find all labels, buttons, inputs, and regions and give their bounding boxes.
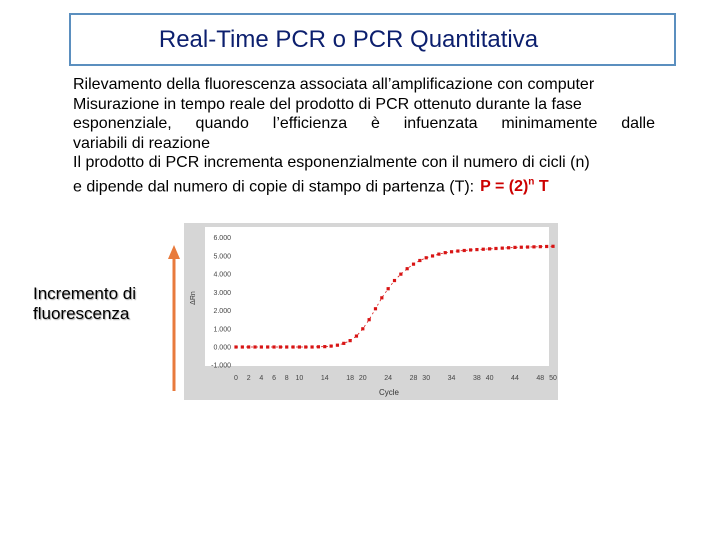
x-tick-label: 40 xyxy=(485,375,494,382)
body-line-5: Il prodotto di PCR incrementa esponenzialmente con il numero di cicli (n) xyxy=(73,154,590,172)
x-tick-label: 24 xyxy=(384,375,393,382)
amplification-chart xyxy=(184,223,558,400)
x-tick-label: 10 xyxy=(295,375,304,382)
data-point xyxy=(399,273,402,276)
x-tick-label: 20 xyxy=(358,375,367,382)
fluorescence-arrow-icon xyxy=(165,243,183,393)
y-tick-label: 3.000 xyxy=(213,289,231,297)
data-point xyxy=(310,345,313,348)
x-tick-label: 6 xyxy=(272,375,276,382)
data-point xyxy=(406,267,409,270)
data-point xyxy=(323,345,326,348)
data-point xyxy=(361,327,364,330)
data-point xyxy=(291,345,294,348)
data-point xyxy=(545,245,548,248)
x-tick-label: 30 xyxy=(422,375,431,382)
data-point xyxy=(513,246,516,249)
x-tick-label: 48 xyxy=(536,375,545,382)
x-tick-label: 0 xyxy=(234,375,238,382)
data-point xyxy=(450,250,453,253)
y-axis-label: ΔRn xyxy=(190,291,197,305)
y-caption-line-1: Incremento di xyxy=(33,284,136,303)
data-point xyxy=(444,251,447,254)
body-line-4: variabili di reazione xyxy=(73,134,210,152)
y-tick-label: 0.000 xyxy=(213,344,231,352)
data-point xyxy=(425,256,428,259)
data-point xyxy=(526,245,529,248)
data-point xyxy=(368,318,371,321)
slide-title: Real-Time PCR o PCR Quantitativa xyxy=(158,25,539,53)
x-tick-label: 38 xyxy=(473,375,481,382)
data-point xyxy=(266,345,269,348)
x-tick-label: 50 xyxy=(549,375,557,382)
body-line-1: Rilevamento della fluorescenza associata all’amplificazione con computer xyxy=(73,76,595,93)
body-line-3: esponenziale, quando l’efficienza è infuenzata minimamente dalle xyxy=(73,115,655,133)
data-point xyxy=(298,345,301,348)
formula-suffix: T xyxy=(534,178,549,196)
body-line-6-text: e dipende dal numero di copie di stampo di partenza (T): xyxy=(73,178,475,196)
data-point xyxy=(539,245,542,248)
data-point xyxy=(393,279,396,282)
x-axis-label: Cycle xyxy=(378,388,400,397)
data-point xyxy=(507,246,510,249)
data-point xyxy=(380,296,383,299)
x-tick-label: 4 xyxy=(259,375,264,382)
data-point xyxy=(234,345,237,348)
data-point xyxy=(520,246,523,249)
data-point xyxy=(437,253,440,256)
data-point xyxy=(272,345,275,348)
data-point xyxy=(418,259,421,262)
data-point xyxy=(551,245,554,248)
data-point xyxy=(247,345,250,348)
formula-prefix: P = (2) xyxy=(480,178,529,196)
data-point xyxy=(253,345,256,348)
y-tick-label: 4.000 xyxy=(213,271,231,279)
x-tick-label: 2 xyxy=(246,375,251,382)
data-point xyxy=(488,247,491,250)
data-point xyxy=(532,245,535,248)
body-line-2: Misurazione in tempo reale del prodotto di PCR ottenuto durante la fase xyxy=(73,95,582,113)
slide-body-text xyxy=(73,75,655,197)
data-point xyxy=(349,339,352,342)
data-point xyxy=(336,344,339,347)
data-point xyxy=(475,248,478,251)
data-point xyxy=(456,249,459,252)
y-caption-line-2: fluorescenza xyxy=(33,304,130,323)
x-tick-label: 28 xyxy=(409,375,418,382)
x-tick-label: 14 xyxy=(320,375,329,382)
pcr-formula xyxy=(480,178,549,195)
data-point xyxy=(317,345,320,348)
data-point xyxy=(285,345,288,348)
data-point xyxy=(304,345,307,348)
y-axis-caption xyxy=(33,284,136,324)
data-point xyxy=(469,248,472,251)
data-point xyxy=(494,247,497,250)
data-point xyxy=(342,342,345,345)
x-tick-label: 8 xyxy=(284,375,289,382)
body-line-6 xyxy=(73,173,655,197)
y-tick-label: 1.000 xyxy=(213,326,231,334)
data-point xyxy=(501,247,504,250)
data-point xyxy=(463,249,466,252)
y-tick-label: 2.000 xyxy=(213,308,231,316)
data-point xyxy=(330,344,333,347)
formula-exponent: n xyxy=(528,176,535,188)
data-point xyxy=(412,263,415,266)
data-point xyxy=(355,334,358,337)
data-point xyxy=(431,254,434,257)
x-tick-label: 44 xyxy=(511,375,519,382)
data-point xyxy=(387,287,390,290)
y-tick-label: -1.000 xyxy=(211,362,231,370)
data-point xyxy=(374,307,377,310)
data-point xyxy=(260,345,263,348)
slide-title-box xyxy=(69,13,676,66)
y-tick-label: 5.000 xyxy=(213,253,231,261)
x-tick-label: 18 xyxy=(346,375,355,382)
data-point xyxy=(482,248,485,251)
x-tick-label: 34 xyxy=(447,375,456,382)
y-tick-label: 6.000 xyxy=(213,235,231,243)
data-point xyxy=(241,345,244,348)
data-point xyxy=(279,345,282,348)
